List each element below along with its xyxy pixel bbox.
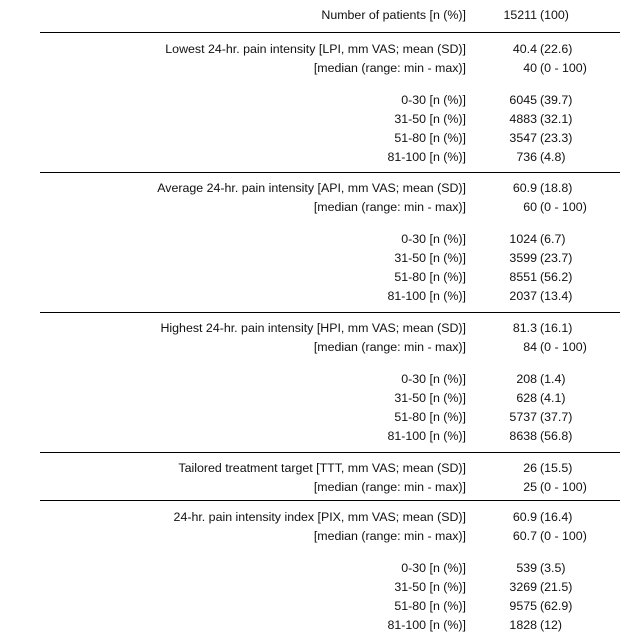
row-paren-value: (3.5) <box>540 561 566 575</box>
bin-row-lpi <box>0 110 628 128</box>
row-paren-value: (23.7) <box>540 251 573 265</box>
row-paren-value: (0 - 100) <box>540 340 587 354</box>
row-count-value: 8551 <box>509 270 537 284</box>
row-paren-value: (18.8) <box>540 181 573 195</box>
summary-row-ttt-mean <box>0 459 628 477</box>
row-label: 51-80 [n (%)] <box>394 599 466 613</box>
row-paren-value: (56.2) <box>540 270 573 284</box>
row-count-value: 26 <box>523 461 537 475</box>
row-label: 31-50 [n (%)] <box>394 391 466 405</box>
bin-row-pix <box>0 597 628 615</box>
row-paren-value: (23.3) <box>540 131 573 145</box>
row-label: Highest 24-hr. pain intensity [HPI, mm VAS; mean (SD)] <box>160 321 466 335</box>
section-divider <box>40 172 620 173</box>
row-label: Average 24-hr. pain intensity [API, mm VAS; mean (SD)] <box>157 181 466 195</box>
row-count-value: 208 <box>516 372 537 386</box>
row-label: 0-30 [n (%)] <box>401 93 466 107</box>
row-count-value: 81.3 <box>512 321 537 335</box>
row-paren-value: (16.4) <box>540 510 573 524</box>
bin-row-pix <box>0 559 628 577</box>
row-label: Tailored treatment target [TTT, mm VAS; mean (SD)] <box>178 461 466 475</box>
row-label: 0-30 [n (%)] <box>401 561 466 575</box>
bin-row-pix <box>0 616 628 634</box>
row-label: [median (range: min - max)] <box>313 480 466 494</box>
bin-row-hpi <box>0 370 628 388</box>
bin-row-lpi <box>0 91 628 109</box>
summary-row-hpi-mean <box>0 319 628 337</box>
bin-row-api <box>0 249 628 267</box>
section-divider <box>40 312 620 313</box>
row-paren-value: (15.5) <box>540 461 573 475</box>
row-count-value: 4883 <box>509 112 537 126</box>
bin-row-lpi <box>0 129 628 147</box>
row-label: [median (range: min - max)] <box>313 340 466 354</box>
section-divider <box>40 452 620 453</box>
summary-row-api-median <box>0 198 628 216</box>
row-paren-value: (100) <box>540 8 569 22</box>
row-label: [median (range: min - max)] <box>313 529 466 543</box>
row-paren-value: (1.4) <box>540 372 566 386</box>
row-label: Lowest 24-hr. pain intensity [LPI, mm VAS; mean (SD)] <box>165 42 466 56</box>
row-paren-value: (62.9) <box>540 599 573 613</box>
row-paren-value: (37.7) <box>540 410 573 424</box>
summary-row-ttt-median <box>0 478 628 496</box>
row-label: 0-30 [n (%)] <box>401 232 466 246</box>
row-label: 51-80 [n (%)] <box>394 410 466 424</box>
row-paren-value: (6.7) <box>540 232 566 246</box>
row-count-value: 1828 <box>509 618 537 632</box>
row-count-value: 60.9 <box>512 510 537 524</box>
row-label: 31-50 [n (%)] <box>394 251 466 265</box>
row-count-value: 6045 <box>509 93 537 107</box>
summary-row-lpi-mean <box>0 40 628 58</box>
row-count-value: 1024 <box>509 232 537 246</box>
row-count-value: 60.7 <box>512 529 537 543</box>
summary-row-hpi-median <box>0 338 628 356</box>
row-paren-value: (56.8) <box>540 429 573 443</box>
row-count-value: 3269 <box>509 580 537 594</box>
row-label: 51-80 [n (%)] <box>394 131 466 145</box>
row-label: 51-80 [n (%)] <box>394 270 466 284</box>
row-count-value: 60 <box>523 200 537 214</box>
row-paren-value: (39.7) <box>540 93 573 107</box>
summary-row-api-mean <box>0 179 628 197</box>
row-count-value: 628 <box>516 391 537 405</box>
row-count-value: 539 <box>516 561 537 575</box>
row-count-value: 5737 <box>509 410 537 424</box>
row-count-value: 40.4 <box>512 42 537 56</box>
row-paren-value: (13.4) <box>540 289 573 303</box>
row-paren-value: (0 - 100) <box>540 61 587 75</box>
bin-row-hpi <box>0 427 628 445</box>
row-label: 81-100 [n (%)] <box>387 618 466 632</box>
row-label: 81-100 [n (%)] <box>387 429 466 443</box>
bin-row-hpi <box>0 389 628 407</box>
row-paren-value: (12) <box>540 618 563 632</box>
row-label: 81-100 [n (%)] <box>387 150 466 164</box>
summary-row-pix-median <box>0 527 628 545</box>
section-divider <box>40 500 620 501</box>
row-count-value: 2037 <box>509 289 537 303</box>
bin-row-api <box>0 230 628 248</box>
summary-row-pix-mean <box>0 508 628 526</box>
section-divider <box>40 32 620 33</box>
row-label: 31-50 [n (%)] <box>394 580 466 594</box>
header-row-patients <box>0 6 628 24</box>
row-label: [median (range: min - max)] <box>313 61 466 75</box>
bin-row-api <box>0 287 628 305</box>
row-paren-value: (32.1) <box>540 112 573 126</box>
bin-row-hpi <box>0 408 628 426</box>
row-paren-value: (0 - 100) <box>540 480 587 494</box>
row-count-value: 8638 <box>509 429 537 443</box>
row-label: Number of patients [n (%)] <box>321 8 466 22</box>
bin-row-api <box>0 268 628 286</box>
summary-row-lpi-median <box>0 59 628 77</box>
row-paren-value: (0 - 100) <box>540 529 587 543</box>
row-paren-value: (4.8) <box>540 150 566 164</box>
row-paren-value: (22.6) <box>540 42 573 56</box>
row-paren-value: (21.5) <box>540 580 573 594</box>
row-count-value: 15211 <box>503 8 537 22</box>
row-paren-value: (0 - 100) <box>540 200 587 214</box>
row-count-value: 736 <box>516 150 537 164</box>
row-count-value: 84 <box>523 340 537 354</box>
bin-row-pix <box>0 578 628 596</box>
row-label: 31-50 [n (%)] <box>394 112 466 126</box>
row-paren-value: (16.1) <box>540 321 573 335</box>
row-count-value: 3599 <box>509 251 537 265</box>
row-label: 81-100 [n (%)] <box>387 289 466 303</box>
row-label: 0-30 [n (%)] <box>401 372 466 386</box>
row-count-value: 25 <box>523 480 537 494</box>
row-label: [median (range: min - max)] <box>313 200 466 214</box>
row-count-value: 40 <box>523 61 537 75</box>
row-count-value: 60.9 <box>512 181 537 195</box>
row-paren-value: (4.1) <box>540 391 566 405</box>
row-count-value: 9575 <box>509 599 537 613</box>
row-count-value: 3547 <box>509 131 537 145</box>
bin-row-lpi <box>0 148 628 166</box>
row-label: 24-hr. pain intensity index [PIX, mm VAS; mean (SD)] <box>173 510 466 524</box>
